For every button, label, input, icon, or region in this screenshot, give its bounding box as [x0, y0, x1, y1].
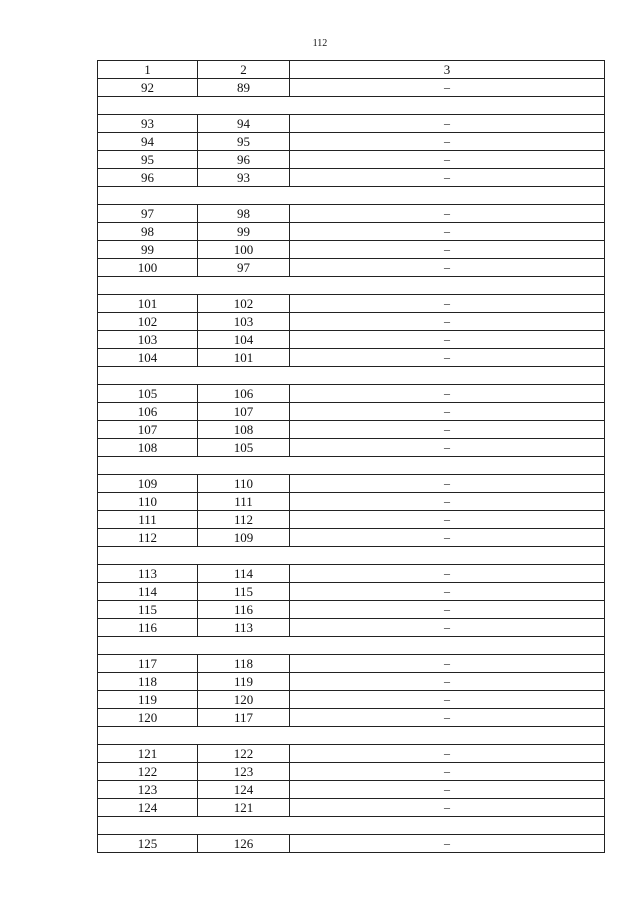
table-row [98, 439, 605, 457]
group-separator-row [98, 547, 605, 565]
table-cell-col-3: – [290, 511, 605, 529]
group-separator-row [98, 187, 605, 205]
table-cell-col-2: 100 [198, 241, 290, 259]
table-row [98, 493, 605, 511]
separator-cell [98, 187, 605, 205]
table-cell-col-3: – [290, 385, 605, 403]
separator-cell [98, 457, 605, 475]
table-cell-col-3: – [290, 439, 605, 457]
table-cell-col-1: 120 [98, 709, 198, 727]
table-cell-col-2: 103 [198, 313, 290, 331]
table-cell-col-3: – [290, 133, 605, 151]
table-row [98, 295, 605, 313]
table-row [98, 745, 605, 763]
table-cell-col-1: 110 [98, 493, 198, 511]
table-cell-col-2: 107 [198, 403, 290, 421]
table-row [98, 655, 605, 673]
separator-cell [98, 817, 605, 835]
table-cell-col-1: 108 [98, 439, 198, 457]
table-row [98, 781, 605, 799]
table-cell-col-1: 115 [98, 601, 198, 619]
table-cell-col-3: – [290, 331, 605, 349]
table-cell-col-3: – [290, 241, 605, 259]
table-cell-col-2: 104 [198, 331, 290, 349]
table-cell-col-1: 94 [98, 133, 198, 151]
table-row [98, 313, 605, 331]
separator-cell [98, 277, 605, 295]
table-cell-col-2: 124 [198, 781, 290, 799]
table-row [98, 565, 605, 583]
column-header-1: 1 [98, 61, 198, 79]
table-cell-col-2: 123 [198, 763, 290, 781]
table-cell-col-1: 125 [98, 835, 198, 853]
group-separator-row [98, 727, 605, 745]
table-cell-col-2: 93 [198, 169, 290, 187]
table-cell-col-2: 89 [198, 79, 290, 97]
table-cell-col-2: 106 [198, 385, 290, 403]
table-row [98, 529, 605, 547]
table-cell-col-1: 121 [98, 745, 198, 763]
table-cell-col-3: – [290, 475, 605, 493]
table-row [98, 259, 605, 277]
table-cell-col-1: 100 [98, 259, 198, 277]
table-row [98, 385, 605, 403]
table-cell-col-2: 102 [198, 295, 290, 313]
table-body [98, 61, 605, 853]
table-cell-col-3: – [290, 313, 605, 331]
table-cell-col-3: – [290, 763, 605, 781]
group-separator-row [98, 97, 605, 115]
separator-cell [98, 547, 605, 565]
table-cell-col-3: – [290, 709, 605, 727]
group-separator-row [98, 367, 605, 385]
table-row [98, 799, 605, 817]
table-cell-col-2: 108 [198, 421, 290, 439]
table-cell-col-3: – [290, 421, 605, 439]
table-cell-col-3: – [290, 655, 605, 673]
table-cell-col-2: 101 [198, 349, 290, 367]
table-cell-col-2: 111 [198, 493, 290, 511]
table-cell-col-3: – [290, 619, 605, 637]
table-cell-col-3: – [290, 205, 605, 223]
table-cell-col-1: 99 [98, 241, 198, 259]
table-cell-col-2: 97 [198, 259, 290, 277]
table-row [98, 475, 605, 493]
table-cell-col-1: 101 [98, 295, 198, 313]
table-cell-col-2: 118 [198, 655, 290, 673]
table-cell-col-1: 105 [98, 385, 198, 403]
table-cell-col-1: 96 [98, 169, 198, 187]
table-cell-col-3: – [290, 565, 605, 583]
table-row [98, 169, 605, 187]
table-cell-col-2: 99 [198, 223, 290, 241]
group-separator-row [98, 457, 605, 475]
table-cell-col-3: – [290, 259, 605, 277]
table-cell-col-1: 104 [98, 349, 198, 367]
table-cell-col-1: 112 [98, 529, 198, 547]
table-cell-col-2: 96 [198, 151, 290, 169]
table-row [98, 223, 605, 241]
table-cell-col-2: 122 [198, 745, 290, 763]
table-row [98, 835, 605, 853]
group-separator-row [98, 277, 605, 295]
table-cell-col-3: – [290, 223, 605, 241]
table-cell-col-3: – [290, 493, 605, 511]
table-cell-col-1: 117 [98, 655, 198, 673]
table-row [98, 205, 605, 223]
table-cell-col-1: 123 [98, 781, 198, 799]
table-cell-col-2: 109 [198, 529, 290, 547]
column-header-2: 2 [198, 61, 290, 79]
table-cell-col-1: 92 [98, 79, 198, 97]
table-cell-col-1: 109 [98, 475, 198, 493]
table-cell-col-2: 115 [198, 583, 290, 601]
table-row [98, 691, 605, 709]
table-cell-col-3: – [290, 115, 605, 133]
table-cell-col-1: 113 [98, 565, 198, 583]
table-row [98, 583, 605, 601]
header-row [98, 61, 605, 79]
table-cell-col-2: 98 [198, 205, 290, 223]
table-cell-col-1: 95 [98, 151, 198, 169]
table-row [98, 421, 605, 439]
table-cell-col-1: 124 [98, 799, 198, 817]
table-row [98, 511, 605, 529]
table-cell-col-3: – [290, 349, 605, 367]
table-cell-col-2: 116 [198, 601, 290, 619]
table-row [98, 619, 605, 637]
table-row [98, 331, 605, 349]
table-cell-col-1: 97 [98, 205, 198, 223]
table-cell-col-3: – [290, 835, 605, 853]
table-cell-col-3: – [290, 169, 605, 187]
table-cell-col-3: – [290, 529, 605, 547]
table-cell-col-3: – [290, 583, 605, 601]
table-row [98, 763, 605, 781]
table-cell-col-1: 98 [98, 223, 198, 241]
table-cell-col-1: 107 [98, 421, 198, 439]
table-row [98, 673, 605, 691]
data-table [97, 60, 605, 853]
table-row [98, 133, 605, 151]
table-row [98, 403, 605, 421]
group-separator-row [98, 817, 605, 835]
table-cell-col-2: 94 [198, 115, 290, 133]
separator-cell [98, 367, 605, 385]
table-cell-col-3: – [290, 781, 605, 799]
table-row [98, 349, 605, 367]
table-cell-col-3: – [290, 295, 605, 313]
table-cell-col-3: – [290, 799, 605, 817]
table-cell-col-2: 120 [198, 691, 290, 709]
table-row [98, 241, 605, 259]
table-cell-col-1: 103 [98, 331, 198, 349]
table-row [98, 709, 605, 727]
table-cell-col-2: 110 [198, 475, 290, 493]
table-cell-col-1: 118 [98, 673, 198, 691]
table-row [98, 151, 605, 169]
table-cell-col-2: 126 [198, 835, 290, 853]
table-cell-col-2: 113 [198, 619, 290, 637]
column-header-3: 3 [290, 61, 605, 79]
table-cell-col-3: – [290, 403, 605, 421]
table-cell-col-3: – [290, 691, 605, 709]
table-cell-col-1: 111 [98, 511, 198, 529]
table-cell-col-3: – [290, 745, 605, 763]
table-row [98, 79, 605, 97]
page-number: 112 [312, 38, 328, 49]
table-row [98, 115, 605, 133]
table-cell-col-2: 95 [198, 133, 290, 151]
table-cell-col-1: 114 [98, 583, 198, 601]
table-row [98, 601, 605, 619]
table-cell-col-1: 93 [98, 115, 198, 133]
data-table-container [97, 60, 604, 853]
table-cell-col-2: 105 [198, 439, 290, 457]
table-cell-col-3: – [290, 601, 605, 619]
table-cell-col-2: 119 [198, 673, 290, 691]
table-cell-col-3: – [290, 151, 605, 169]
table-cell-col-1: 116 [98, 619, 198, 637]
separator-cell [98, 97, 605, 115]
group-separator-row [98, 637, 605, 655]
table-cell-col-3: – [290, 79, 605, 97]
table-cell-col-1: 122 [98, 763, 198, 781]
table-cell-col-1: 119 [98, 691, 198, 709]
table-cell-col-2: 121 [198, 799, 290, 817]
separator-cell [98, 637, 605, 655]
table-cell-col-1: 106 [98, 403, 198, 421]
separator-cell [98, 727, 605, 745]
table-cell-col-2: 114 [198, 565, 290, 583]
table-cell-col-1: 102 [98, 313, 198, 331]
table-cell-col-2: 117 [198, 709, 290, 727]
table-cell-col-2: 112 [198, 511, 290, 529]
table-cell-col-3: – [290, 673, 605, 691]
